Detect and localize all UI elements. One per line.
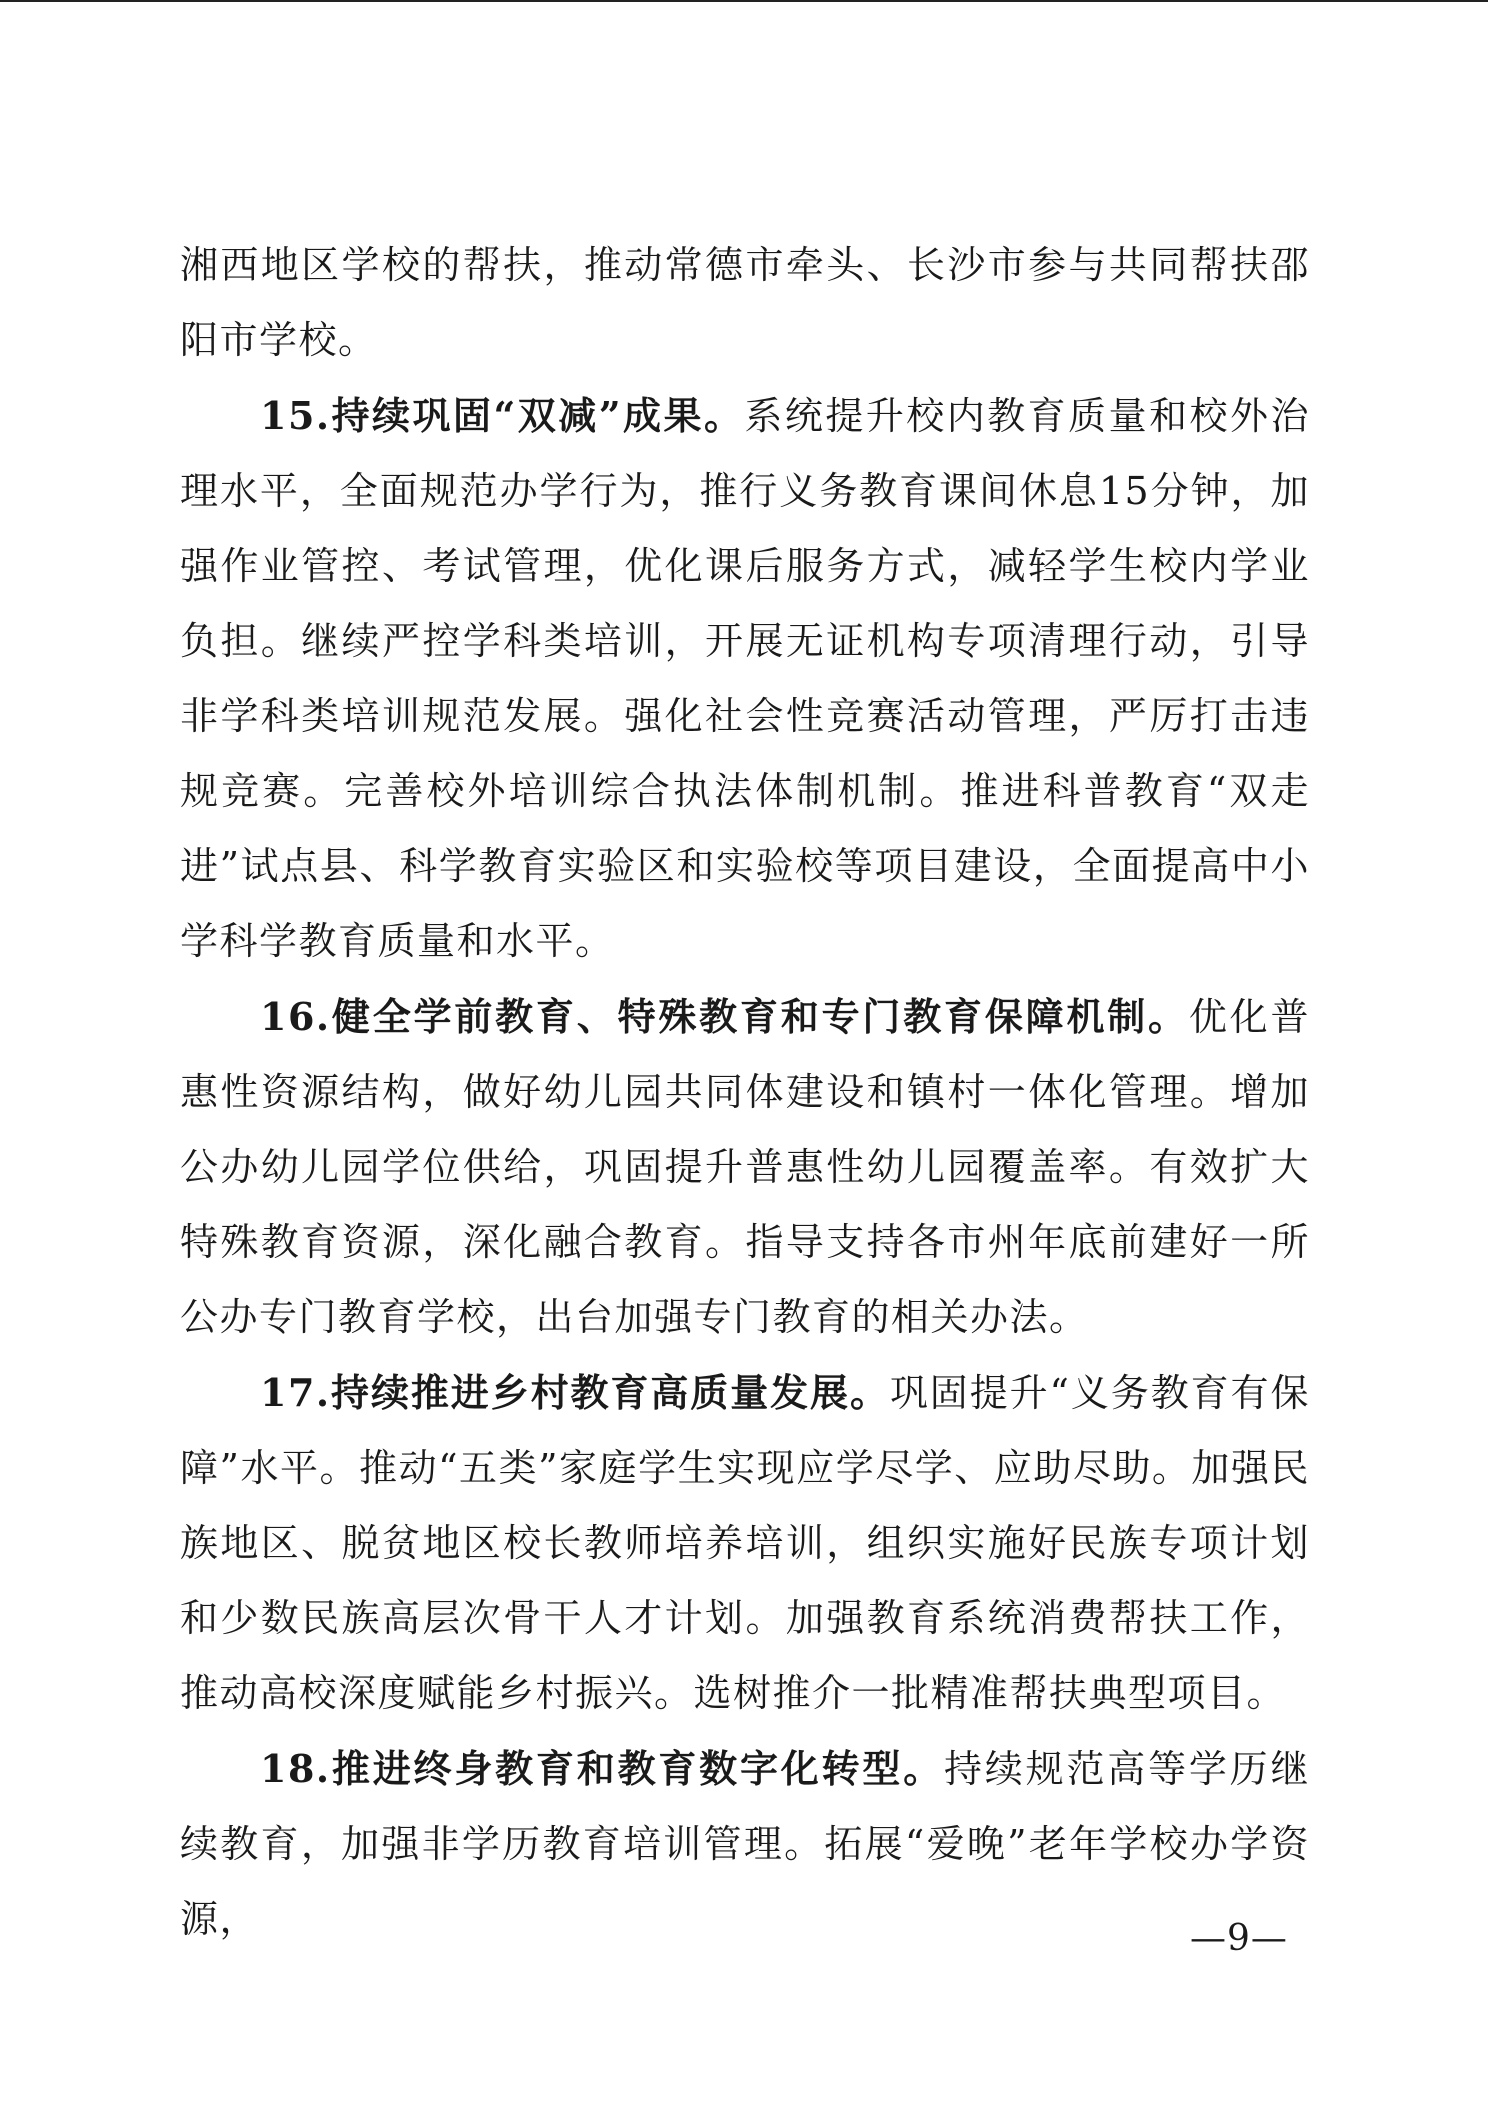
paragraph-item-18 [180,1731,1310,1957]
document-body [180,228,1310,1957]
paragraph-item-15 [180,378,1310,979]
paragraph-heading: 16.健全学前教育、特殊教育和专门教育保障机制。 [260,994,1189,1039]
paragraph-heading: 15.持续巩固“双减”成果。 [260,393,745,438]
paragraph-body: 巩固提升“义务教育有保障”水平。推动“五类”家庭学生实现应学尽学、应助尽助。加强民族地区、脱贫地区校长教师培养培训，组织实施好民族专项计划和少数民族高层次骨干人才计划。加强教育系统消费帮扶工作，推动高校深度赋能乡村振兴。选树推介一批精准帮扶典型项目。 [180,1371,1310,1715]
paragraph-heading: 18.推进终身教育和教育数字化转型。 [260,1746,945,1791]
paragraph-body: 湘西地区学校的帮扶，推动常德市牵头、长沙市参与共同帮扶邵阳市学校。 [180,243,1310,362]
page-number: —9— [1190,1918,1288,1959]
paragraph-item-17 [180,1355,1310,1731]
paragraph-body: 持续规范高等学历继续教育，加强非学历教育培训管理。拓展“爱晚”老年学校办学资源， [180,1747,1310,1941]
paragraph-item-16 [180,979,1310,1355]
paragraph-continuation [180,228,1310,378]
paragraph-heading: 17.持续推进乡村教育高质量发展。 [260,1370,890,1415]
paragraph-body: 系统提升校内教育质量和校外治理水平，全面规范办学行为，推行义务教育课间休息15分钟，加强作业管控、考试管理，优化课后服务方式，减轻学生校内学业负担。继续严控学科类培训，开展无证机构专项清理行动，引导非学科类培训规范发展。强化社会性竞赛活动管理，严厉打击违规竞赛。完善校外培训综合执法体制机制。推进科普教育“双走进”试点县、科学教育实验区和实验校等项目建设，全面提高中小学科学教育质量和水平。 [180,394,1310,963]
paragraph-body: 优化普惠性资源结构，做好幼儿园共同体建设和镇村一体化管理。增加公办幼儿园学位供给，巩固提升普惠性幼儿园覆盖率。有效扩大特殊教育资源，深化融合教育。指导支持各市州年底前建好一所公办专门教育学校，出台加强专门教育的相关办法。 [180,995,1310,1339]
